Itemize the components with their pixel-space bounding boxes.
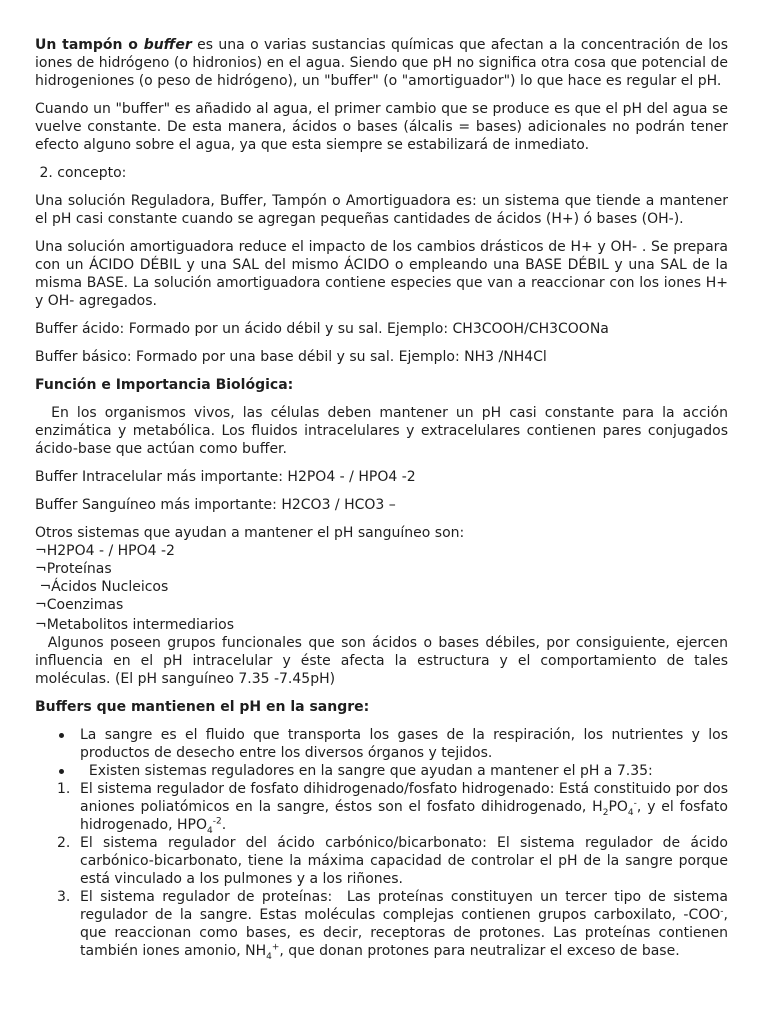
superscript: -	[633, 798, 637, 809]
paragraph-acid-buffer: Buffer ácido: Formado por un ácido débil y su sal. Ejemplo: CH3COOH/CH3COONa	[35, 321, 609, 337]
superscript: -	[720, 906, 724, 917]
item-text: , que reaccionan como bases, es decir, receptoras de protones. Las proteínas contienen también iones amonio, NH	[80, 907, 728, 959]
paragraph-functional-groups: Algunos poseen grupos funcionales que son ácidos o bases débiles, por consiguiente, ejercen influencia en el pH intracelular y éste afecta la estructura y el comportamiento de tales moléculas. (El pH sanguíneo 7.35 -7.45pH)	[35, 635, 733, 687]
bullet-text: Existen sistemas reguladores en la sangre que ayudan a mantener el pH a 7.35:	[80, 763, 653, 779]
list-item: ¬H2PO4 - / HPO4 -2	[35, 543, 175, 559]
item-number: 1.	[57, 781, 71, 797]
document-page	[35, 36, 733, 962]
subscript: 4	[206, 825, 213, 836]
bullet-text: La sangre es el fluido que transporta los gases de la respiración, los nutrientes y los productos de desecho entre los diversos órganos y tejidos.	[80, 727, 728, 761]
list-item: ¬Coenzimas	[35, 597, 124, 613]
subscript: 2	[602, 807, 609, 818]
paragraph-buffer-added: Cuando un "buffer" es añadido al agua, el primer cambio que se produce es que el pH del agua se vuelve constante. De esta manera, ácidos o bases (álcalis = bases) adicionales no podrán tener efecto alguno sobre el agua, ya que esta siempre se estabilizará de inmediato.	[35, 101, 728, 153]
list-item: ¬Proteínas	[35, 561, 112, 577]
superscript: +	[271, 942, 280, 953]
concept-heading: 2. concepto:	[35, 165, 127, 181]
item-text: PO	[608, 799, 628, 815]
bullet-item	[35, 726, 728, 762]
item-text: , y el fosfato hidrogenado, HPO	[80, 799, 728, 833]
item-text: El sistema regulador de proteínas: Las proteínas constituyen un tercer tipo de sistema regulador de la sangre. Estas moléculas complejas contienen grupos carboxilato, -COO	[80, 889, 733, 923]
other-systems-list	[35, 524, 728, 634]
item-text: El sistema regulador del ácido carbónico/bicarbonato: El sistema regulador de ácido carbónico-bicarbonato, tiene la máxima capacidad de controlar el pH de la sangre porque está vinculado a los pulmones y a los riñones.	[80, 835, 728, 887]
item-number: 2.	[57, 835, 71, 851]
numbered-item	[35, 888, 733, 962]
paragraph-organisms: En los organismos vivos, las células deben mantener un pH casi constante para la acción enzimática y metabólica. Los fluidos intracelulares y extracelulares contienen pares conjugados ácido-base que actúan como buffer.	[35, 405, 733, 457]
bullet-icon	[59, 769, 64, 774]
numbered-item	[35, 780, 728, 834]
superscript: -2	[212, 816, 222, 827]
other-systems-title: Otros sistemas que ayudan a mantener el pH sanguíneo son:	[35, 525, 465, 541]
section-heading-blood: Buffers que mantienen el pH en la sangre:	[35, 699, 370, 715]
paragraph-intracellular: Buffer Intracelular más importante: H2PO4 - / HPO4 -2	[35, 469, 416, 485]
subscript: 4	[266, 951, 272, 962]
intro-paragraph	[35, 36, 728, 90]
numbered-item	[35, 834, 728, 888]
paragraph-blood-buffer: Buffer Sanguíneo más importante: H2CO3 / HCO3 –	[35, 497, 396, 513]
list-item: ¬Ácidos Nucleicos	[35, 579, 169, 595]
intro-lead	[35, 37, 192, 53]
item-number: 3.	[57, 889, 71, 905]
bullet-list	[35, 726, 728, 780]
list-item: ¬Metabolitos intermediarios	[35, 617, 235, 633]
item-text: , que donan protones para neutralizar el exceso de base.	[279, 943, 680, 959]
item-text: .	[221, 817, 227, 833]
paragraph-basic-buffer: Buffer básico: Formado por una base débil y su sal. Ejemplo: NH3 /NH4Cl	[35, 349, 547, 365]
paragraph-impact: Una solución amortiguadora reduce el impacto de los cambios drásticos de H+ y OH- . Se prepara con un ÁCIDO DÉBIL y una SAL del mismo ÁCIDO o empleando una BASE DÉBIL y una SAL de la misma BASE. La solución amortiguadora contiene especies que van a reaccionar con los iones H+ y OH- agregados.	[35, 239, 728, 309]
item-text: El sistema regulador de fosfato dihidrogenado/fosfato hidrogenado: Está constituido por dos aniones poliatómicos en la sangre, éstos son el fosfato dihidrogenado, H	[80, 781, 728, 815]
intro-lead-text: Un tampón o	[35, 37, 144, 53]
paragraph-definition: Una solución Reguladora, Buffer, Tampón o Amortiguadora es: un sistema que tiende a mantener el pH casi constante cuando se agregan pequeñas cantidades de ácidos (H+) ó bases (OH-).	[35, 193, 728, 227]
subscript: 4	[627, 807, 634, 818]
bullet-item	[35, 762, 728, 780]
bullet-icon	[59, 733, 64, 738]
intro-text: es una o varias sustancias químicas que afectan a la concentración de los iones de hidrógeno (o hidronios) en el agua. Siendo que pH no significa otra cosa que potencial de hidrogeniones (o peso de hidrógeno), un "buffer" (o "amortiguador") lo que hace es regular el pH.	[35, 37, 728, 89]
intro-lead-italic: buffer	[143, 37, 192, 53]
section-heading-biological: Función e Importancia Biológica:	[35, 377, 294, 393]
numbered-list	[35, 780, 733, 962]
